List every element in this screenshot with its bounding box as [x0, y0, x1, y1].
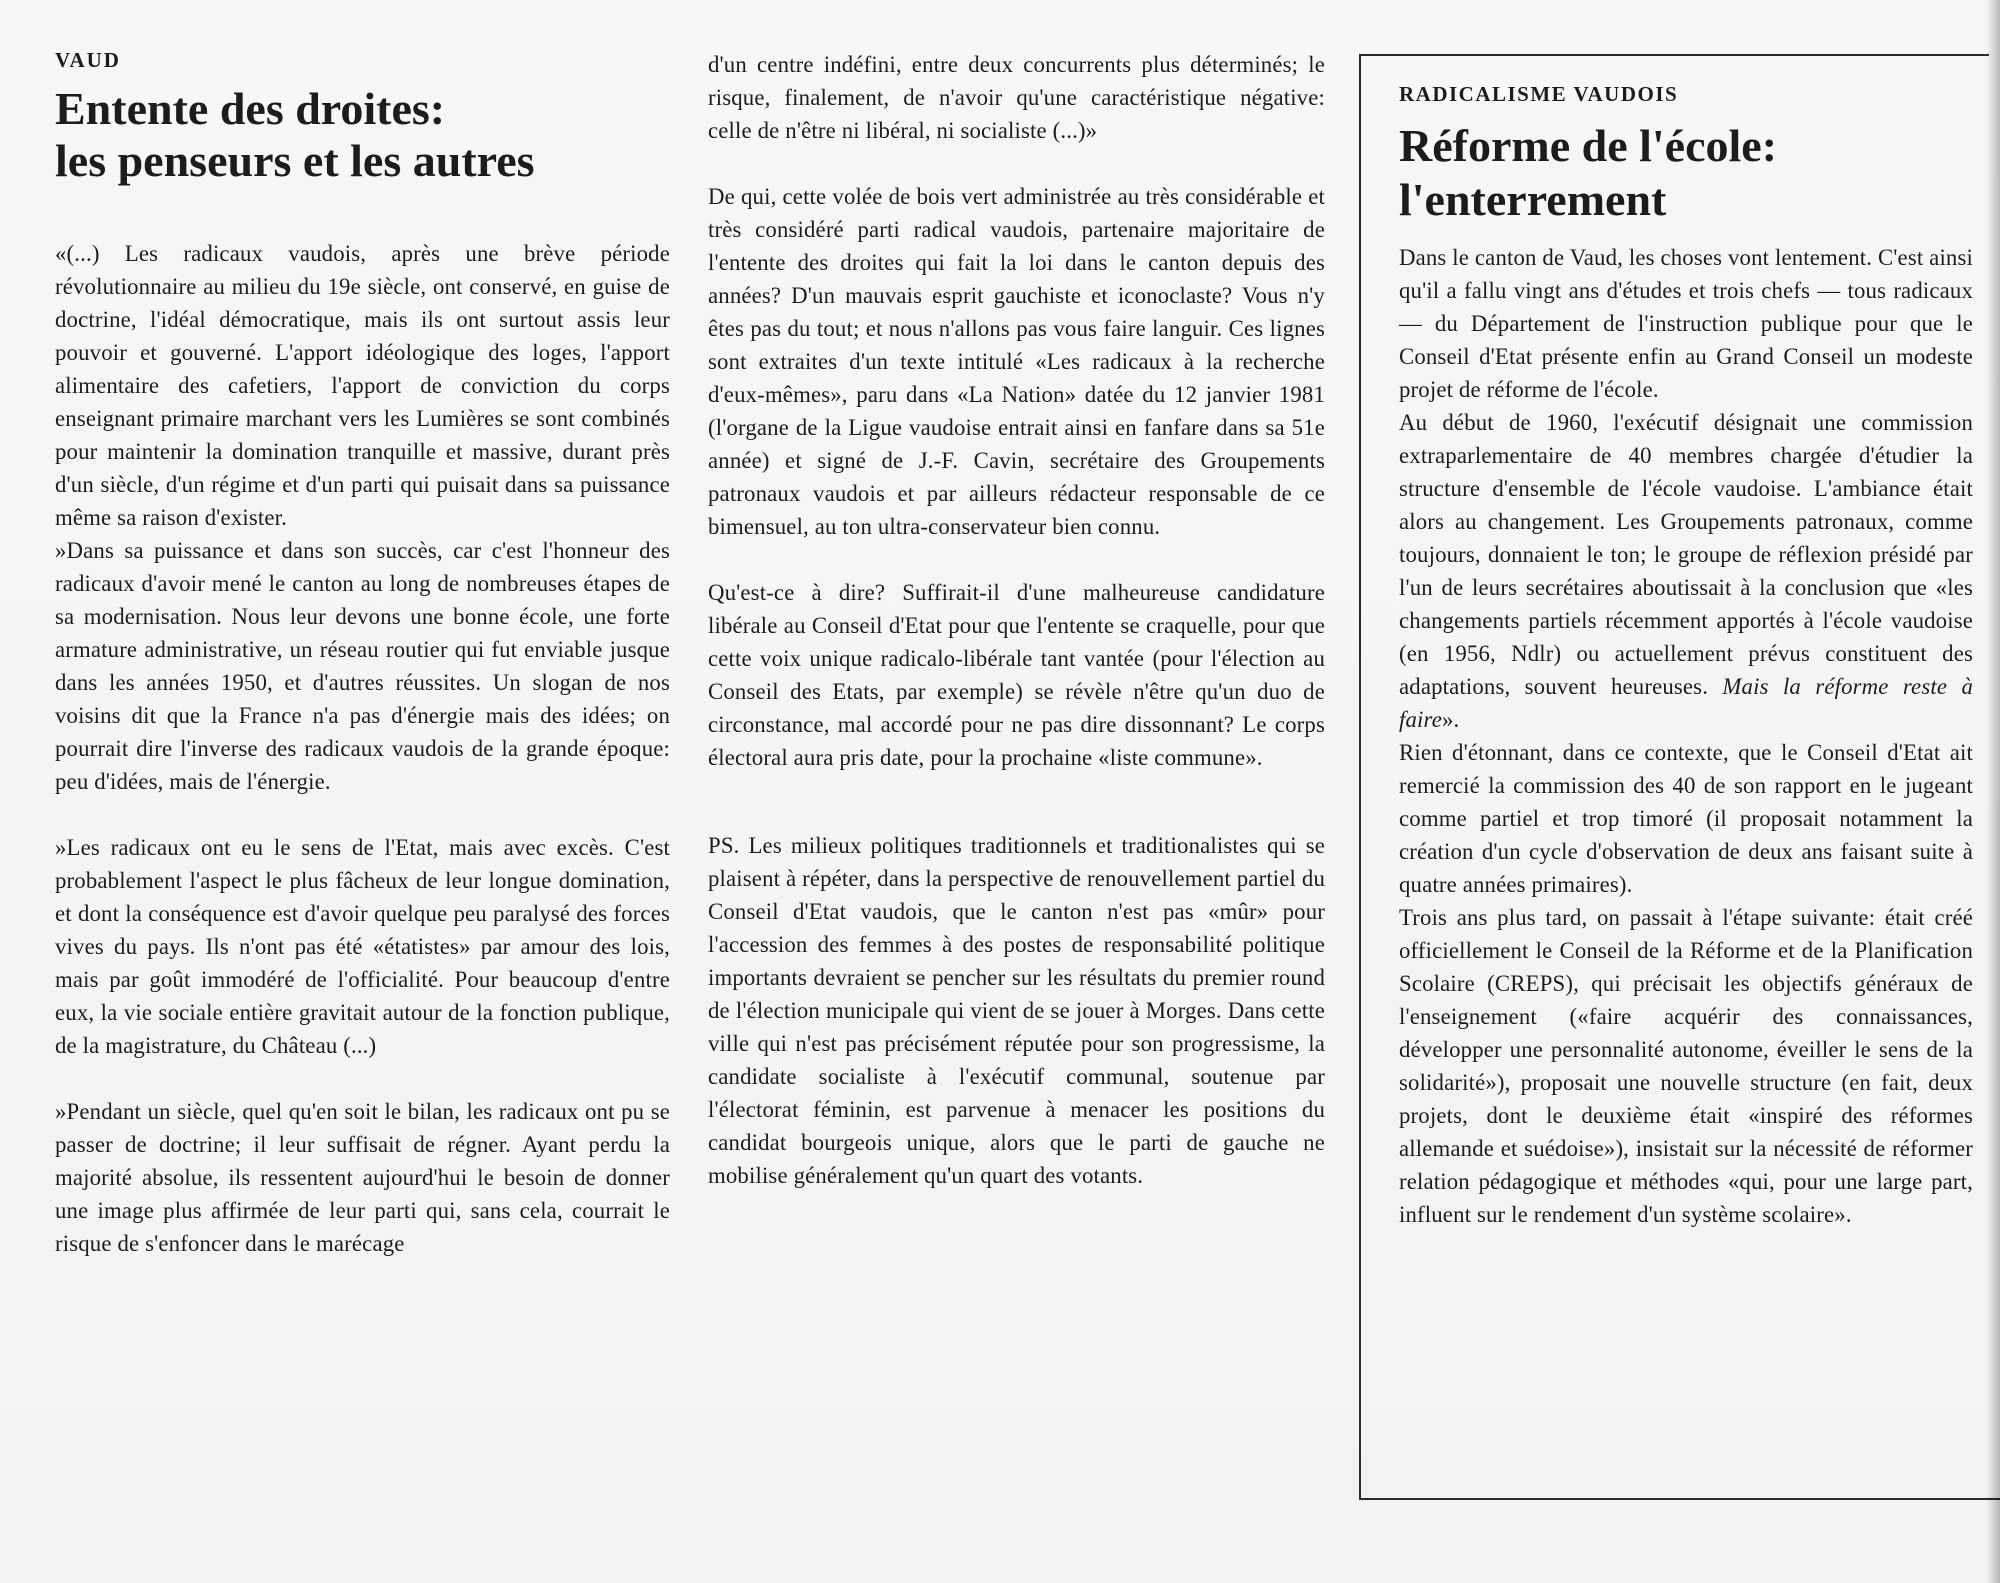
- sidebar-paragraph-1: Dans le canton de Vaud, les choses vont lentement. C'est ainsi qu'il a fallu vingt ans d'études et trois chefs — tous radicaux — du Département de l'instruction publique pour que le Conseil d'Etat présente enfin au Grand Conseil un modeste projet de réforme de l'école.: [1399, 245, 1973, 402]
- left-article-paragraph-1: «(...) Les radicaux vaudois, après une brève période révolutionnaire au milieu du 19e siècle, ont conservé, en guise de doctrine, l'idéal démocratique, mais ils ont surtout assis leur pouvoir et gouverné. L'apport idéologique des loges, l'apport alimentaire des cafetiers, l'apport de conviction du corps enseignant primaire marchant vers les Lumières se sont combinés pour maintenir la domination tranquille et massive, durant près d'un siècle, d'un régime et d'un parti qui puisait dans sa puissance même sa raison d'exister.: [55, 241, 670, 530]
- sidebar-kicker: RADICALISME VAUDOIS: [1399, 82, 1679, 106]
- sidebar-paragraph-2-text: Au début de 1960, l'exécutif désignait une commission extraparlementaire de 40 membres chargée d'étudier la structure d'ensemble de l'école vaudoise. L'ambiance était alors au changement. Les Groupements patronaux, comme toujours, donnaient le ton; le groupe de réflexion présidé par l'un de leurs secrétaires aboutissait à la conclusion que «les changements partiels récemment apportés à l'école vaudoise (en 1956, Ndlr) ou actuellement prévus constituent des adaptations, souvent heureuses.: [1399, 410, 1973, 699]
- left-article-paragraph-4: »Pendant un siècle, quel qu'en soit le bilan, les radicaux ont pu se passer de doctrine; il leur suffisait de régner. Ayant perdu la majorité absolue, ils ressentent aujourd'hui le besoin de donner une image plus affirmée de leur parti qui, sans cela, courrait le risque de s'enfoncer dans le marécage: [55, 1099, 670, 1256]
- sidebar-bottom-rule: [1359, 1498, 2000, 1500]
- left-article-kicker: VAUD: [55, 48, 121, 72]
- sidebar-title-line2: l'enterrement: [1399, 174, 1667, 225]
- sidebar-paragraph-4: Trois ans plus tard, on passait à l'étape suivante: était créé officiellement le Conseil de la Réforme et de la Planification Scolaire (CREPS), qui précisait les objectifs généraux de l'enseignement («faire acquérir des connaissances, développer une personnalité autonome, éveiller le sens de la solidarité»), proposait une nouvelle structure (en fait, deux projets, dont le deuxième était «inspiré des réformes allemande et suédoise»), insistait sur la nécessité de réformer relation pédagogique et méthodes «qui, pour une large part, influent sur le rendement d'un système scolaire».: [1399, 905, 1973, 1227]
- middle-column: [708, 48, 1325, 1192]
- left-article: [55, 0, 670, 1260]
- left-article-title-line2: les penseurs et les autres: [55, 135, 535, 186]
- sidebar-paragraph-2: [1399, 406, 1973, 736]
- sidebar-title-line1: Réforme de l'école:: [1399, 120, 1778, 171]
- middle-paragraph-3: Qu'est-ce à dire? Suffirait-il d'une malheureuse candidature libérale au Conseil d'Etat pour que l'entente se craquelle, pour que cette voix unique radicalo-libérale tant vantée (pour l'élection au Conseil des Etats, par exemple) se révèle n'être qu'un duo de circonstance, mal accordé pour ne pas dire dissonnant? Le corps électoral aura pris date, pour la prochaine «liste commune».: [708, 580, 1325, 770]
- left-article-title: [55, 83, 670, 187]
- left-article-paragraph-2: »Dans sa puissance et dans son succès, car c'est l'honneur des radicaux d'avoir mené le canton au long de nombreuses étapes de sa modernisation. Nous leur devons une bonne école, une forte armature administrative, un réseau routier qui fut enviable jusque dans les années 1950, et d'autres réussites. Un slogan de nos voisins dit que la France n'a pas d'énergie mais des idées; on pourrait dire l'inverse des radicaux vaudois de la grande époque: peu d'idées, mais de l'énergie.: [55, 538, 670, 794]
- middle-paragraph-ps: PS. Les milieux politiques traditionnels et traditionalistes qui se plaisent à répéter, dans la perspective de renouvellement partiel du Conseil d'Etat vaudois, que le canton n'est pas «mûr» pour l'accession des femmes à des postes de responsabilité politique importants devraient se pencher sur les résultats du premier round de l'élection municipale qui vient de se jouer à Morges. Dans cette ville qui n'est pas précisément réputée pour son progressisme, la candidate socialiste à l'exécutif communal, soutenue par l'électorat féminin, est parvenue à menacer les positions du candidat bourgeois unique, alors que le parti de gauche ne mobilise généralement qu'un quart des votants.: [708, 833, 1325, 1188]
- page-edge-shadow: [1986, 0, 2000, 1583]
- sidebar-paragraph-2-italic: Mais la réforme reste à faire: [1399, 674, 1973, 732]
- sidebar-paragraph-3: Rien d'étonnant, dans ce contexte, que le Conseil d'Etat ait remercié la commission des 40 de son rapport en le jugeant comme partiel et trop timoré (il proposait notamment la création d'un cycle d'observation de deux ans faisant suite à quatre années primaires).: [1399, 740, 1973, 897]
- sidebar-paragraph-2-end: ».: [1441, 707, 1460, 732]
- sidebar-box: [1359, 54, 1989, 1500]
- left-article-title-line1: Entente des droites:: [55, 83, 446, 134]
- middle-paragraph-1: d'un centre indéfini, entre deux concurrents plus déterminés; le risque, finalement, de n'avoir qu'une caractéristique négative: celle de n'être ni libéral, ni socialiste (...)»: [708, 52, 1325, 143]
- left-article-paragraph-3: »Les radicaux ont eu le sens de l'Etat, mais avec excès. C'est probablement l'aspect le plus fâcheux de leur longue domination, et dont la conséquence est d'avoir quelque peu paralysé des forces vives du pays. Ils n'ont pas été «étatistes» par amour des lois, mais par goût immodéré de l'officialité. Pour beaucoup d'entre eux, la vie sociale entière gravitait autour de la fonction publique, de la magistrature, du Château (...): [55, 835, 670, 1058]
- sidebar-content: [1399, 84, 1973, 1231]
- middle-paragraph-2: De qui, cette volée de bois vert administrée au très considérable et très considéré parti radical vaudois, partenaire majoritaire de l'entente des droites qui fait la loi dans le canton depuis des années? D'un mauvais esprit gauchiste et iconoclaste? Vous n'y êtes pas du tout; et nous n'allons pas vous faire languir. Ces lignes sont extraites d'un texte intitulé «Les radicaux à la recherche d'eux-mêmes», paru dans «La Nation» datée du 12 janvier 1981 (l'organe de la Ligue vaudoise entrait ainsi en fanfare dans sa 51e année) et signé de J.-F. Cavin, secrétaire des Groupements patronaux vaudois et par ailleurs rédacteur responsable de ce bimensuel, au ton ultra-conservateur bien connu.: [708, 184, 1325, 539]
- sidebar-title: [1399, 119, 1973, 227]
